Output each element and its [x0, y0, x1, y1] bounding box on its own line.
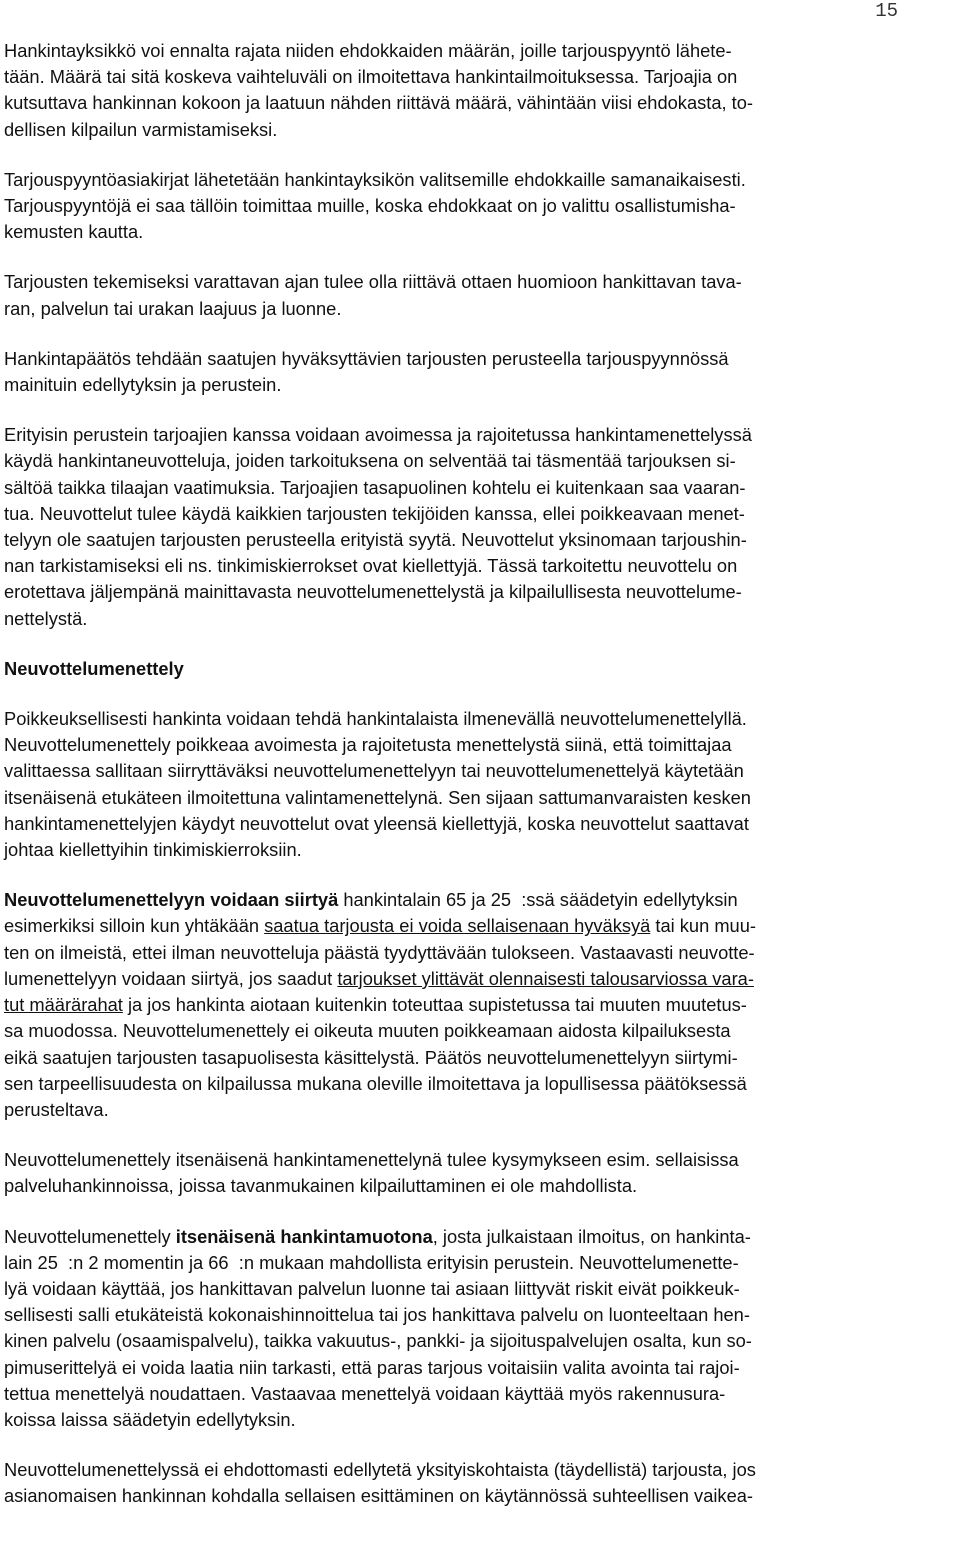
- paragraph-tender-time: [4, 269, 956, 321]
- text-line: valittaessa sallitaan siirryttäväksi neuvottelumenettelyyn tai neuvottelumenettelyä käytetään: [4, 760, 744, 782]
- text-line: koissa laissa säädetyin edellytyksin.: [4, 1408, 296, 1430]
- text-fragment: Neuvottelumenettely: [4, 1225, 176, 1247]
- paragraph-negotiations: [4, 422, 956, 632]
- text-line: Erityisin perustein tarjoajien kanssa voidaan avoimessa ja rajoitetussa hankintamenettelyssä: [4, 424, 752, 446]
- text-line: [4, 887, 956, 913]
- text-line: Neuvottelumenettelyssä ei ehdottomasti edellytetä yksityiskohtaista (täydellistä) tarjousta, jos: [4, 1459, 756, 1481]
- text-line: erotettava jäljempänä mainittavasta neuvottelumenettelystä ja kilpailullisesta neuvottelume-: [4, 581, 742, 603]
- text-line: hankintamenettelyjen käydyt neuvottelut ovat yleensä kiellettyjä, koska neuvottelut saattavat: [4, 812, 749, 834]
- text-line: [4, 913, 956, 939]
- text-line: tettua menettelyä noudattaen. Vastaavaa menettelyä voidaan käyttää myös rakennusura-: [4, 1382, 726, 1404]
- underlined-phrase: saatua tarjousta ei voida sellaisenaan hyväksyä: [264, 915, 651, 937]
- text-fragment: lumenettelyyn voidaan siirtyä, jos saadut: [4, 967, 338, 989]
- text-line: eikä saatujen tarjousten tasapuolisesta käsittelystä. Päätös neuvottelumenettelyyn siirtymi-: [4, 1046, 738, 1068]
- paragraph-transition-to-negotiation: [4, 887, 956, 1123]
- text-line: Hankintayksikkö voi ennalta rajata niiden ehdokkaiden määrän, joille tarjouspyyntö lähete-: [4, 40, 732, 61]
- text-line: [4, 1224, 956, 1250]
- text-line: Neuvottelumenettely poikkeaa avoimesta ja rajoitetusta menettelystä siinä, että toimittajaa: [4, 734, 732, 756]
- paragraph-candidate-limit: [4, 38, 956, 143]
- text-line: sa muodossa. Neuvottelumenettely ei oikeuta muuten poikkeamaan aidosta kilpailuksesta: [4, 1020, 731, 1042]
- paragraph-detailed-tender: [4, 1457, 956, 1509]
- paragraph-negotiated-procedure: [4, 706, 956, 863]
- page-number: 15: [875, 0, 898, 22]
- text-line: kinen palvelu (osaamispalvelu), taikka vakuutus-, pankki- ja sijoituspalvelujen osalta, kun so-: [4, 1330, 752, 1352]
- text-fragment: hankintalain 65 ja 25 :ssä säädetyin edellytyksin: [338, 889, 738, 911]
- text-line: Tarjousten tekemiseksi varattavan ajan tulee olla riittävä ottaen huomioon hankittavan tava-: [4, 271, 742, 293]
- text-line: telyyn ole saatujen tarjousten perusteella erityistä syytä. Neuvottelut yksinomaan tarjoushin-: [4, 529, 747, 551]
- text-line: Poikkeuksellisesti hankinta voidaan tehdä hankintalaista ilmenevällä neuvottelumenettelyllä.: [4, 708, 747, 730]
- text-line: Tarjouspyyntöasiakirjat lähetetään hankintayksikön valitsemille ehdokkaille samanaikaisesti.: [4, 168, 746, 190]
- underlined-phrase: tut määrärahat: [4, 994, 123, 1016]
- text-fragment: esimerkiksi silloin kun yhtäkään: [4, 915, 265, 937]
- text-line: [4, 966, 956, 992]
- paragraph-tender-documents: [4, 167, 956, 246]
- text-line: nan tarkistamiseksi eli ns. tinkimiskierrokset ovat kiellettyjä. Tässä tarkoitettu neuvottelu on: [4, 555, 738, 577]
- text-line: perusteltava.: [4, 1098, 109, 1120]
- text-line: [4, 992, 956, 1018]
- text-line: itsenäisenä etukäteen ilmoitettuna valintamenettelynä. Sen sijaan sattumanvaraisten kesken: [4, 786, 751, 808]
- text-line: tään. Määrä tai sitä koskeva vaihteluväli on ilmoitettava hankintailmoituksessa. Tarjoajia on: [4, 66, 738, 88]
- text-line: mainituin edellytyksin ja perustein.: [4, 374, 282, 396]
- section-heading: Neuvottelumenettely: [4, 657, 184, 679]
- text-line: lain 25 :n 2 momentin ja 66 :n mukaan mahdollista erityisin perustein. Neuvottelumenette-: [4, 1251, 739, 1273]
- text-fragment: , josta julkaistaan ilmoitus, on hankinta-: [432, 1225, 751, 1247]
- text-line: sellisesti salli etukäteistä kokonaishinnoittelua tai jos hankittava palvelu on luonteeltaan hen-: [4, 1304, 750, 1326]
- text-line: asianomaisen hankinnan kohdalla sellaisen esittäminen on käytännössä suhteellisen vaikea-: [4, 1485, 753, 1507]
- text-fragment: tai kun muu-: [650, 915, 756, 937]
- text-line: Tarjouspyyntöjä ei saa tällöin toimittaa muille, koska ehdokkaat on jo valittu osallistumisha-: [4, 195, 736, 217]
- text-line: käydä hankintaneuvotteluja, joiden tarkoituksena on selventää tai täsmentää tarjouksen si-: [4, 450, 736, 472]
- text-line: lyä voidaan käyttää, jos hankittavan palvelun luonne tai asiaan liittyvät riskit eivät poikkeuk-: [4, 1277, 740, 1299]
- paragraph-independent-form: [4, 1224, 956, 1434]
- text-line: sältöä taikka tilaajan vaatimuksia. Tarjoajien tasapuolinen kohtelu ei kuitenkaan saa vaaran-: [4, 476, 746, 498]
- text-line: ran, palvelun tai urakan laajuus ja luonne.: [4, 297, 342, 319]
- text-line: ten on ilmeistä, ettei ilman neuvotteluja päästä tyydyttävään tulokseen. Vastaavasti neuvotte-: [4, 941, 755, 963]
- text-line: dellisen kilpailun varmistamiseksi.: [4, 118, 278, 140]
- document-body: [4, 38, 956, 1534]
- bold-phrase: itsenäisenä hankintamuotona: [175, 1225, 433, 1247]
- text-line: Hankintapäätös tehdään saatujen hyväksyttävien tarjousten perusteella tarjouspyynnössä: [4, 347, 729, 369]
- bold-phrase: Neuvottelumenettelyyn voidaan siirtyä: [4, 889, 339, 911]
- text-line: kutsuttava hankinnan kokoon ja laatuun nähden riittävä määrä, vähintään viisi ehdokasta, to-: [4, 92, 753, 114]
- text-line: pimuserittelyä ei voida laatia niin tarkasti, että paras tarjous voitaisiin valita avointa tai rajoi-: [4, 1356, 740, 1378]
- text-line: tua. Neuvottelut tulee käydä kaikkien tarjousten tekijöiden kanssa, ellei poikkeavaan menet-: [4, 502, 745, 524]
- text-line: nettelystä.: [4, 607, 88, 629]
- paragraph-independent-procedure: [4, 1147, 956, 1199]
- text-line: sen tarpeellisuudesta on kilpailussa mukana oleville ilmoitettava ja lopullisessa päätöksessä: [4, 1072, 747, 1094]
- text-line: palveluhankinnoissa, joissa tavanmukainen kilpailuttaminen ei ole mahdollista.: [4, 1175, 638, 1197]
- text-fragment: ja jos hankinta aiotaan kuitenkin toteuttaa supistetussa tai muuten muutetus-: [122, 994, 747, 1016]
- text-line: kemusten kautta.: [4, 221, 144, 243]
- paragraph-procurement-decision: [4, 346, 956, 398]
- underlined-phrase: tarjoukset ylittävät olennaisesti talousarviossa vara-: [337, 967, 754, 989]
- text-line: johtaa kiellettyihin tinkimiskierroksiin.: [4, 839, 302, 861]
- text-line: Neuvottelumenettely itsenäisenä hankintamenettelynä tulee kysymykseen esim. sellaisissa: [4, 1149, 739, 1171]
